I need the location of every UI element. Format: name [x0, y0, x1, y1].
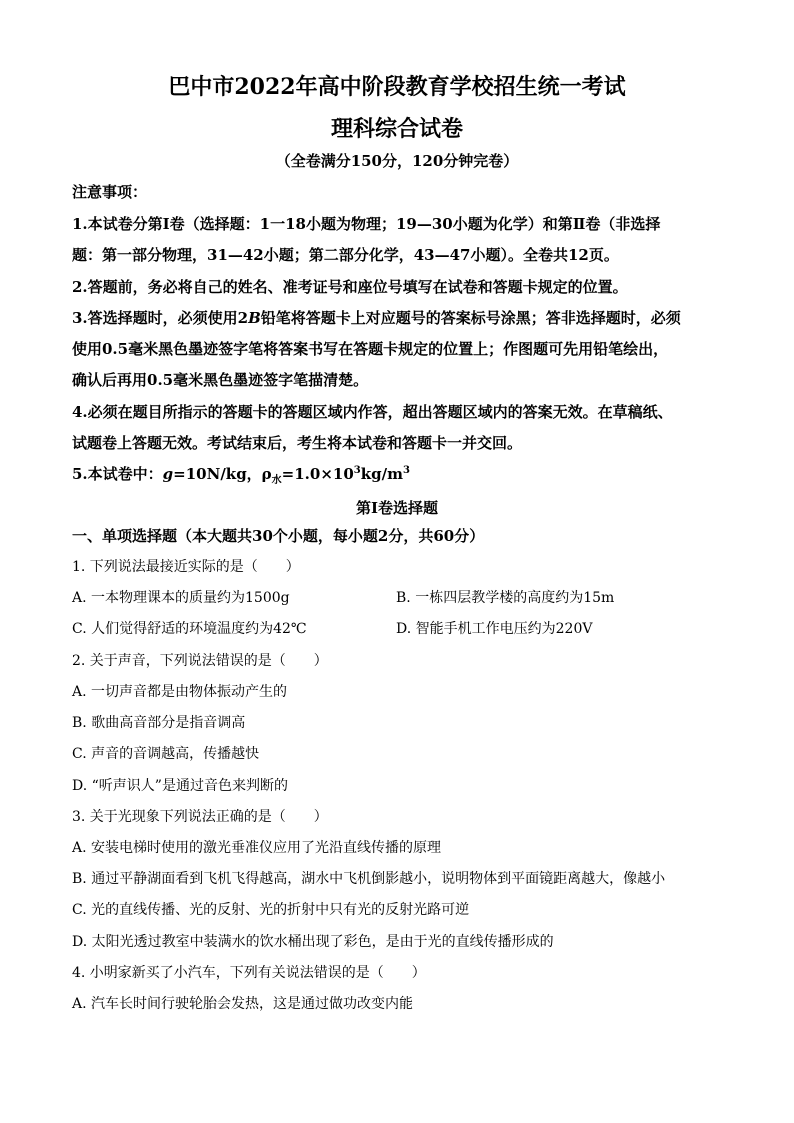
- notes-heading: 注意事项：: [72, 183, 148, 201]
- note-5-unit-exponent: 3: [402, 465, 410, 476]
- exam-subtitle: 理科综合试卷: [330, 116, 463, 142]
- note-5-exponent: 3: [353, 465, 361, 476]
- note-4-line-1: 4.必须在题目所指示的答题卡的答题区域内作答，超出答题区域内的答案无效。在草稿纸、: [72, 403, 673, 421]
- question-2-option-c: C. 声音的音调越高，传播越快: [72, 746, 260, 762]
- exam-title: 巴中市2022年高中阶段教育学校招生统一考试: [168, 74, 626, 100]
- note-5: [72, 464, 732, 484]
- note-5-part-a: 5.本试卷中：: [72, 465, 163, 483]
- note-1-line-1: 1.本试卷分第Ⅰ卷（选择题：1一18小题为物理；19—30小题为化学）和第Ⅱ卷（非选择: [72, 215, 661, 233]
- question-1-option-c: C. 人们觉得舒适的环境温度约为42℃: [72, 621, 307, 637]
- note-3-part-a: 3.答选择题时，必须使用2: [72, 309, 249, 327]
- question-3-option-b: B. 通过平静湖面看到飞机飞得越高，湖水中飞机倒影越小，说明物体到平面镜距离越大，像越小: [72, 871, 666, 887]
- question-2-option-a: A. 一切声音都是由物体振动产生的: [72, 684, 288, 700]
- question-3-stem: 3. 关于光现象下列说法正确的是（ ）: [72, 809, 328, 825]
- note-3-line-3: 确认后再用0.5毫米黑色墨迹签字笔描清楚。: [72, 371, 369, 389]
- question-1-option-a: A. 一本物理课本的质量约为1500g: [72, 590, 290, 606]
- question-2-option-d: D. “听声识人”是通过音色来判断的: [72, 778, 288, 794]
- note-5-water-subscript: 水: [271, 475, 282, 486]
- question-2-stem: 2. 关于声音，下列说法错误的是（ ）: [72, 653, 328, 669]
- question-2-option-b: B. 歌曲高音部分是指音调高: [72, 715, 246, 731]
- note-3-line-1: [72, 308, 732, 328]
- note-4-line-2: 试题卷上答题无效。考试结束后，考生将本试卷和答题卡一并交回。: [72, 434, 523, 452]
- question-4-option-a: A. 汽车长时间行驶轮胎会发热，这是通过做功改变内能: [72, 996, 414, 1012]
- note-5-part-c: =1.0×10: [281, 465, 354, 483]
- note-2: 2.答题前，务必将自己的姓名、准考证号和座位号填写在试卷和答题卡规定的位置。: [72, 278, 628, 296]
- part-1-heading: 一、单项选择题（本大题共30个小题，每小题2分，共60分）: [72, 527, 485, 545]
- note-3-line-2: 使用0.5毫米黑色墨迹签字笔将答案书写在答题卡规定的位置上；作图题可先用铅笔绘出，: [72, 340, 669, 358]
- question-1-option-d: D. 智能手机工作电压约为220V: [396, 621, 593, 637]
- question-3-option-a: A. 安装电梯时使用的激光垂准仪应用了光沿直线传播的原理: [72, 840, 442, 856]
- score-info: （全卷满分150分，120分钟完卷）: [275, 152, 519, 170]
- note-1-line-2: 题：第一部分物理，31—42小题；第二部分化学，43—47小题）。全卷共12页。: [72, 246, 619, 264]
- question-3-option-c: C. 光的直线传播、光的反射、光的折射中只有光的反射光路可逆: [72, 902, 470, 918]
- note-5-part-b: =10N/kg，ρ: [173, 465, 272, 483]
- note-3-pencil-grade: B: [248, 309, 261, 327]
- section-title: 第Ⅰ卷选择题: [355, 499, 439, 517]
- question-3-option-d: D. 太阳光透过教室中装满水的饮水桶出现了彩色，是由于光的直线传播形成的: [72, 934, 554, 950]
- question-1-stem: 1. 下列说法最接近实际的是（ ）: [72, 559, 300, 575]
- note-5-unit: kg/m: [360, 465, 403, 483]
- note-3-part-b: 铅笔将答题卡上对应题号的答案标号涂黑；答非选择题时，必须: [260, 309, 681, 327]
- question-4-stem: 4. 小明家新买了小汽车，下列有关说法错误的是（ ）: [72, 965, 426, 981]
- note-5-g-symbol: g: [162, 465, 174, 483]
- question-1-option-b: B. 一栋四层教学楼的高度约为15m: [396, 590, 615, 606]
